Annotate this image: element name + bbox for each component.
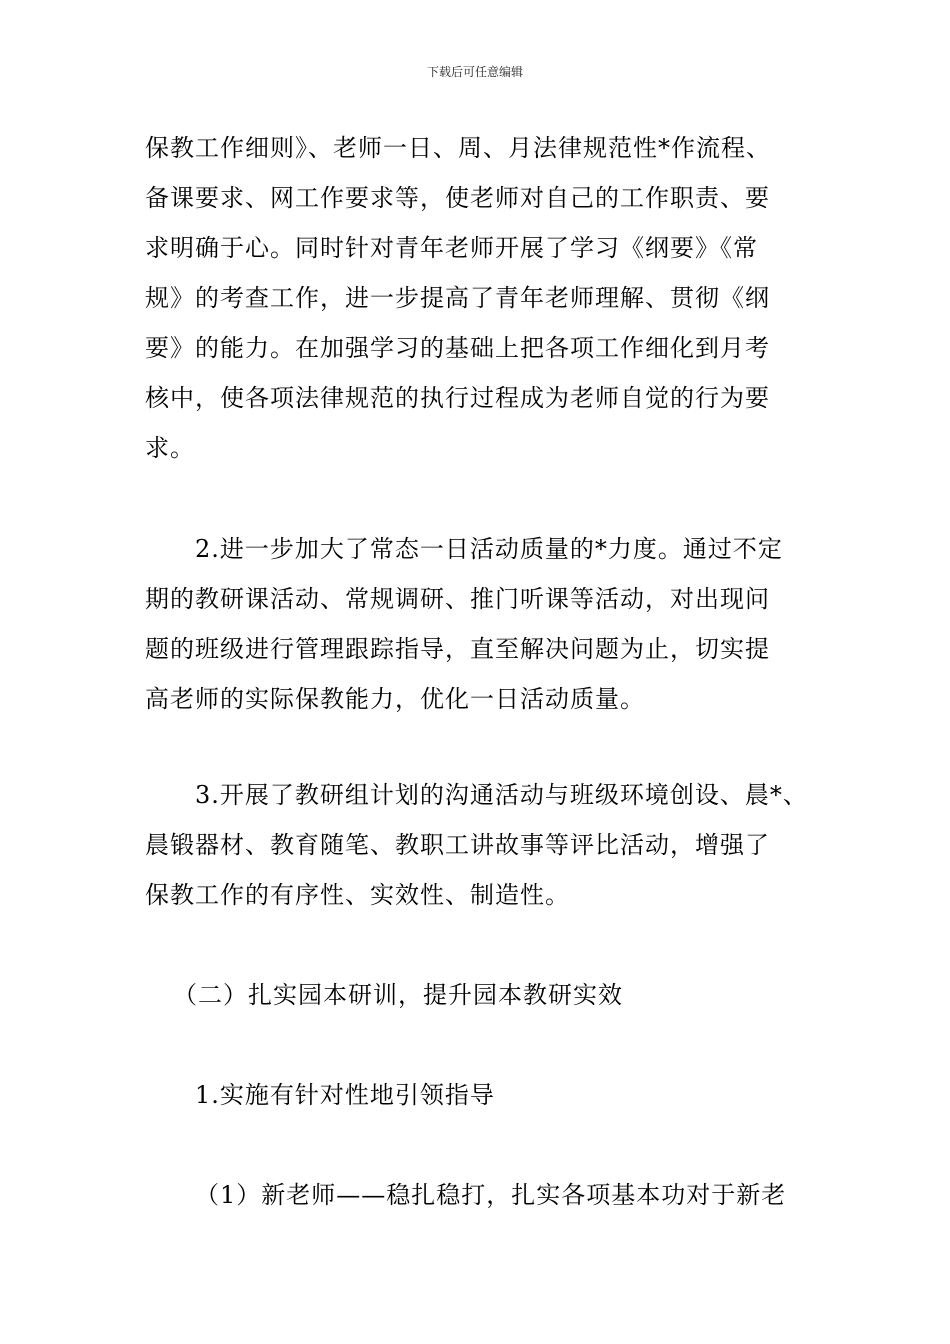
text-line: 核中，使各项法律规范的执行过程成为老师自觉的行为要 bbox=[145, 384, 770, 412]
text-line: 期的教研课活动、常规调研、推门听课等活动，对出现问 bbox=[145, 585, 770, 613]
text-line: 求明确于心。同时针对青年老师开展了学习《纲要》《常 bbox=[145, 234, 758, 262]
text-line: （二）扎实园本研训，提升园本教研实效 bbox=[173, 981, 623, 1009]
text-line: 2.进一步加大了常态一日活动质量的*力度。通过不定 bbox=[195, 535, 783, 563]
paragraph-1 bbox=[145, 123, 825, 473]
text-line: 规》的考查工作，进一步提高了青年老师理解、贯彻《纲 bbox=[145, 284, 770, 312]
text-line: （1）新老师——稳扎稳打，扎实各项基本功对于新老 bbox=[195, 1181, 787, 1209]
sub-heading bbox=[145, 1070, 825, 1120]
text-line: 求。 bbox=[145, 434, 195, 462]
paragraph-2 bbox=[145, 524, 825, 724]
section-heading bbox=[145, 970, 825, 1020]
text-line: 题的班级进行管理跟踪指导，直至解决问题为止，切实提 bbox=[145, 635, 770, 663]
text-line: 备课要求、网工作要求等，使老师对自己的工作职责、要 bbox=[145, 184, 770, 212]
text-line: 晨锻器材、教育随笔、教职工讲故事等评比活动，增强了 bbox=[145, 831, 770, 859]
text-line: 1.实施有针对性地引领指导 bbox=[195, 1081, 495, 1109]
text-line: 保教工作细则》、老师一日、周、月法律规范性*作流程、 bbox=[145, 134, 771, 162]
text-line: 保教工作的有序性、实效性、制造性。 bbox=[145, 881, 570, 909]
page-header: 下载后可任意编辑 bbox=[426, 65, 523, 79]
text-line: 3.开展了教研组计划的沟通活动与班级环境创设、晨*、 bbox=[195, 781, 808, 809]
text-line: 高老师的实际保教能力，优化一日活动质量。 bbox=[145, 685, 645, 713]
text-line: 要》的能力。在加强学习的基础上把各项工作细化到月考 bbox=[145, 334, 770, 362]
paragraph-4 bbox=[145, 1170, 825, 1220]
paragraph-3 bbox=[145, 770, 825, 920]
